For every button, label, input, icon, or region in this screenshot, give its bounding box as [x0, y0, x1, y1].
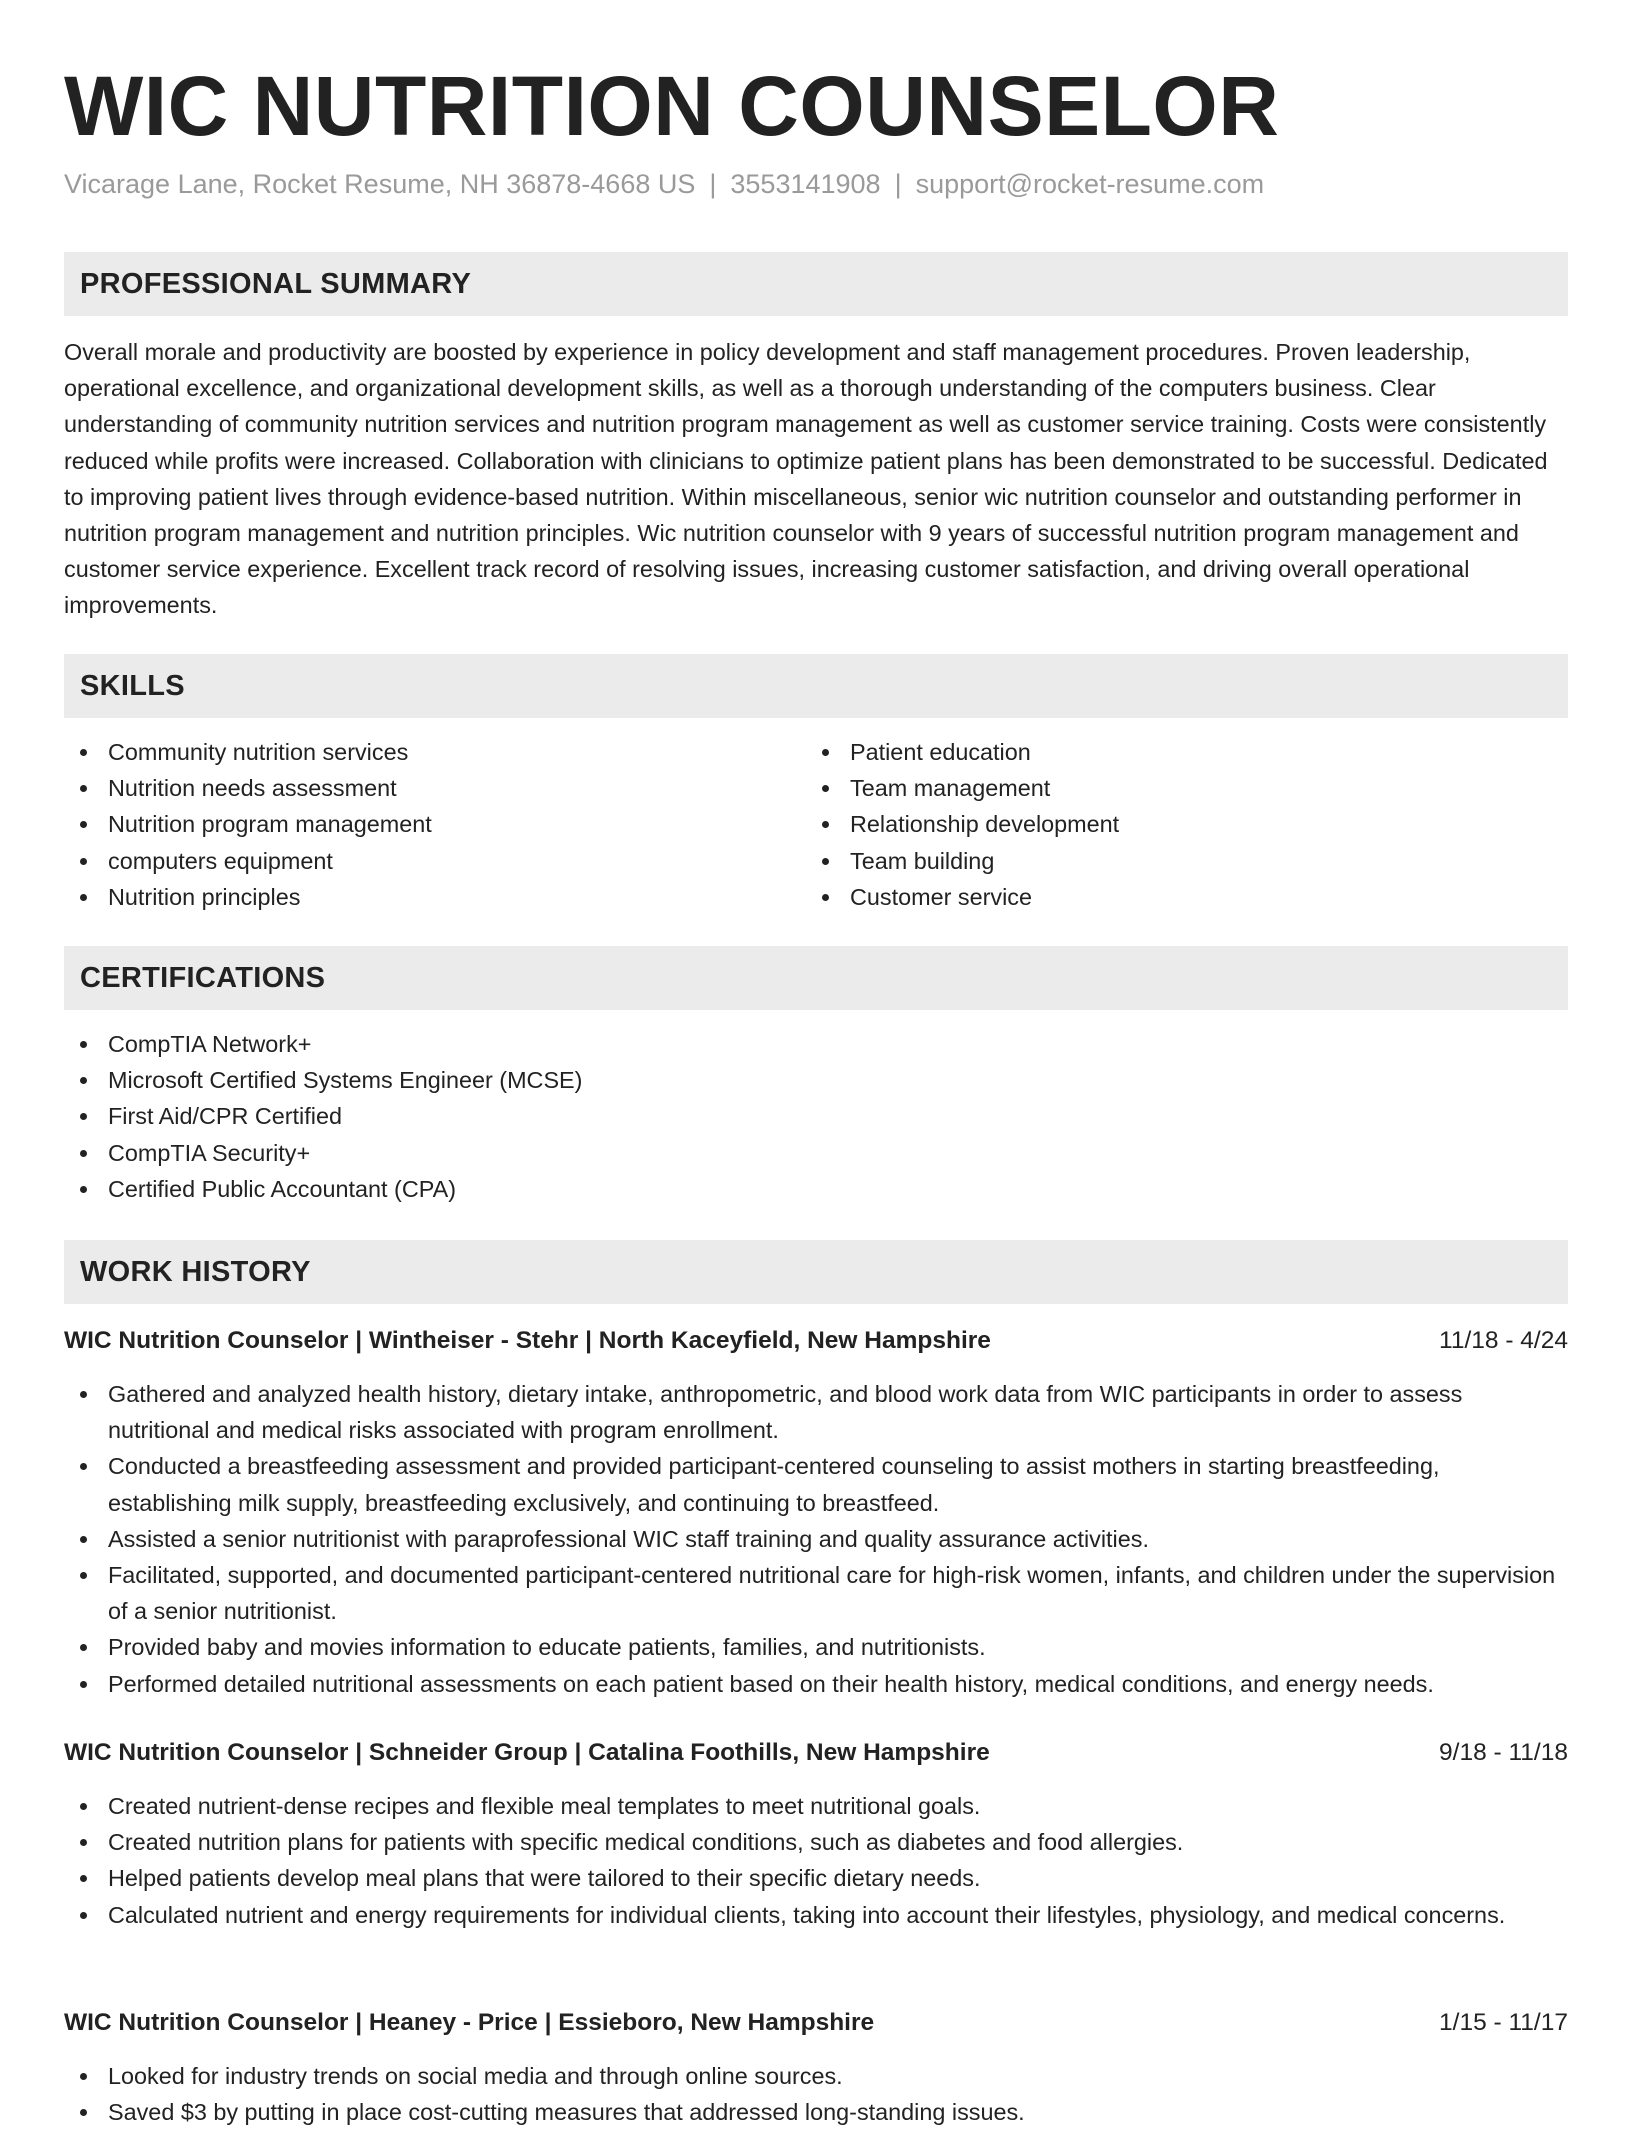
skill-item: Nutrition principles [64, 879, 764, 915]
job-dates: 9/18 - 11/18 [1439, 1739, 1568, 1766]
skills-list-left [64, 734, 764, 915]
job-bullet: Provided baby and movies information to educate patients, families, and nutritionists. [64, 1629, 1568, 1665]
job-bullet: Created nutrition plans for patients with specific medical conditions, such as diabetes and food allergies. [64, 1824, 1568, 1860]
certifications-list [64, 1026, 1264, 1207]
contact-email: support@rocket-resume.com [915, 169, 1265, 199]
certification-item: CompTIA Network+ [64, 1026, 1264, 1062]
job-title: WIC Nutrition Counselor | Heaney - Price | Essieboro, New Hampshire [64, 2009, 875, 2036]
section-title-skills: SKILLS [80, 670, 185, 702]
skill-item: Relationship development [806, 806, 1506, 842]
contact-line [64, 166, 1264, 202]
summary-text: Overall morale and productivity are boosted by experience in policy development and staff management procedures. Proven leadership, operational excellence, and organizational development skills, as well as a thorough understanding of the computers business. Clear understanding of community nutrition services and nutrition program management as well as customer service training. Costs were consistently reduced while profits were increased. Collaboration with clinicians to optimize patient plans has been demonstrated to be successful. Dedicated to improving patient lives through evidence-based nutrition. Within miscellaneous, senior wic nutrition counselor and outstanding performer in nutrition program management and nutrition principles. Wic nutrition counselor with 9 years of successful nutrition program management and customer service experience. Excellent track record of resolving issues, increasing customer satisfaction, and driving overall operational improvements. [64, 339, 1548, 619]
skill-item: Team building [806, 843, 1506, 879]
skill-item: Community nutrition services [64, 734, 764, 770]
contact-phone: 3553141908 [730, 169, 881, 199]
job-bullets [64, 2058, 1568, 2130]
certification-item: CompTIA Security+ [64, 1135, 1264, 1171]
skill-item: Team management [806, 770, 1506, 806]
section-header-work-history [64, 1240, 1568, 1304]
job-bullet: Helped patients develop meal plans that were tailored to their specific dietary needs. [64, 1860, 1568, 1896]
skill-item: Patient education [806, 734, 1506, 770]
job-bullet: Assisted a senior nutritionist with paraprofessional WIC staff training and quality assurance activities. [64, 1521, 1568, 1557]
contact-separator: | [709, 169, 717, 199]
certification-item: Certified Public Accountant (CPA) [64, 1171, 1264, 1207]
certification-item: Microsoft Certified Systems Engineer (MCSE) [64, 1062, 1264, 1098]
page-title: WIC NUTRITION COUNSELOR [64, 59, 1280, 153]
contact-separator: | [894, 169, 902, 199]
section-header-skills [64, 654, 1568, 718]
job-bullet: Performed detailed nutritional assessments on each patient based on their health history, medical conditions, and energy needs. [64, 1666, 1568, 1702]
section-header-certifications [64, 946, 1568, 1010]
job-bullet: Calculated nutrient and energy requirements for individual clients, taking into account their lifestyles, physiology, and medical concerns. [64, 1897, 1568, 1933]
job-title: WIC Nutrition Counselor | Schneider Group | Catalina Foothills, New Hampshire [64, 1739, 990, 1766]
job-bullet: Facilitated, supported, and documented participant-centered nutritional care for high-risk women, infants, and children under the supervision of a senior nutritionist. [64, 1557, 1568, 1629]
skills-list-right [806, 734, 1506, 915]
job-bullet: Gathered and analyzed health history, dietary intake, anthropometric, and blood work data from WIC participants in order to assess nutritional and medical risks associated with program enrollment. [64, 1376, 1568, 1448]
section-title-certifications: CERTIFICATIONS [80, 962, 326, 994]
job-bullet: Conducted a breastfeeding assessment and provided participant-centered counseling to assist mothers in starting breastfeeding, establishing milk supply, breastfeeding exclusively, and continuing to breastfeed. [64, 1448, 1568, 1520]
skill-item: Customer service [806, 879, 1506, 915]
section-title-work-history: WORK HISTORY [80, 1256, 311, 1288]
section-title-summary: PROFESSIONAL SUMMARY [80, 268, 472, 300]
skill-item: computers equipment [64, 843, 764, 879]
job-title: WIC Nutrition Counselor | Wintheiser - Stehr | North Kaceyfield, New Hampshire [64, 1327, 991, 1354]
skill-item: Nutrition needs assessment [64, 770, 764, 806]
job-dates: 11/18 - 4/24 [1439, 1327, 1568, 1354]
job-dates: 1/15 - 11/17 [1439, 2009, 1568, 2036]
job-bullets [64, 1788, 1568, 1933]
skill-item: Nutrition program management [64, 806, 764, 842]
job-bullet: Looked for industry trends on social media and through online sources. [64, 2058, 1568, 2094]
section-header-summary [64, 252, 1568, 316]
job-bullets [64, 1376, 1568, 1702]
job-bullet: Created nutrient-dense recipes and flexible meal templates to meet nutritional goals. [64, 1788, 1568, 1824]
job-bullet: Saved $3 by putting in place cost-cutting measures that addressed long-standing issues. [64, 2094, 1568, 2130]
certification-item: First Aid/CPR Certified [64, 1098, 1264, 1134]
contact-address: Vicarage Lane, Rocket Resume, NH 36878-4668 US [64, 169, 696, 199]
